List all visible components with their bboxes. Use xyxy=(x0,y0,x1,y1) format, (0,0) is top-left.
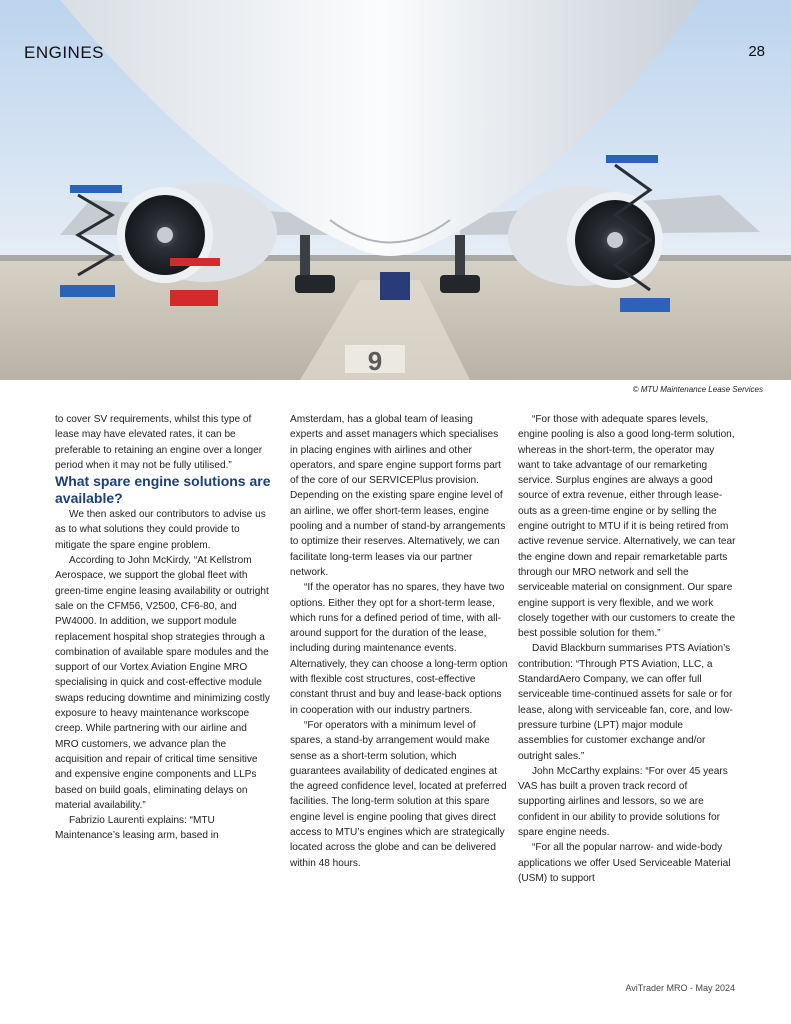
section-heading: What spare engine solutions are available? xyxy=(55,473,271,507)
body-paragraph: According to John McKirdy, “At Kellstrom Aerospace, we support the global fleet with green-time engine leasing availability or outright sale on the CFM56, V2500, CF6-80, and PW4000. In addition, we support module replacement hospital shop strategies through a combination of available spare modules and the support of our Vortex Aviation Engine MRO specialising in quick and cost-effective module swaps reducing downtime and minimizing costly exposure to heavy maintenance workscope creep. While partnering with our airline and MRO customers, we advance plan the acquisition and repair of critical time sensitive and expensive engine components and LLPs based on build goals, eliminating delays on material availability.” xyxy=(55,555,270,811)
body-paragraph: Amsterdam, has a global team of leasing experts and asset managers which specialises in placing engines with airlines and other operators, and spare engine support forms part of the core of our SERVICEPlus provision. Depending on the existing spare engine level of an airline, we offer short-term leases, engine pooling and a number of stand-by arrangements to optimize their reserves. Alternatively, we can facilitate long-term leases via our partner network. xyxy=(290,414,506,578)
text-column-2 xyxy=(290,412,508,871)
text-column-3 xyxy=(518,412,736,886)
hero-photo xyxy=(0,0,791,380)
text-column-1 xyxy=(55,412,273,844)
body-paragraph: David Blackburn summarises PTS Aviation’s contribution: “Through PTS Aviation, LLC, a StandardAero Company, we can offer full serviceable time-continued assets for sale or for lease, along with serviceable fan, core, and low-pressure turbine (LPT) major module assemblies for customer exchange and/or outright sales.” xyxy=(518,643,733,762)
body-paragraph: “For those with adequate spares levels, engine pooling is also a good long-term solution, whereas in the short-term, the operator may want to take advantage of our remarketing service. Surplus engines are always a good source of extra revenue, either through lease-outs as a green-time engine or by selling the engine outright to MTU if it is being retired from active revenue service. Alternatively, we can tear the engine down and repair remarketable parts through our MRO network and sell the serviceable material on consignment. Our spare engine support is very flexible, and we work closely together with our customers to create the best possible solution for them.” xyxy=(518,414,736,640)
footer-text: AviTrader MRO - May 2024 xyxy=(625,983,735,993)
body-paragraph: We then asked our contributors to advise us as to what solutions they could provide to mitigate the spare engine problem. xyxy=(55,509,266,551)
body-paragraph: “For operators with a minimum level of spares, a stand-by arrangement would make sense as a short-term solution, which guarantees availability of dedicated engines at the agreed confidence level, located at preferred facilities. The long-term solution at this spare engine level is engine pooling that gives direct access to MTU’s engines which are strategically located across the globe and can be delivered within 48 hours. xyxy=(290,719,507,869)
aircraft-engines-photo xyxy=(0,0,791,380)
body-paragraph: to cover SV requirements, whilst this type of lease may have elevated rates, it can be preferable to retaining an engine over a longer period when it may not be fully utilised.” xyxy=(55,414,263,471)
svg-text:9: 9 xyxy=(367,346,383,376)
body-paragraph: John McCarthy explains: “For over 45 years VAS has built a proven track record of supporting airlines and lessors, so we are confident in our ability to provide solutions for spare engine needs. xyxy=(518,765,728,839)
section-label: ENGINES xyxy=(24,43,105,62)
body-paragraph: “If the operator has no spares, they have two options. Either they opt for a short-term lease, which runs for a defined period of time, with all-around support for the duration of the lease, including during maintenance events. Alternatively, they can choose a long-term option with flexible cost structures, cost-effective constant thrust and buy and lease-back options in cooperation with our industry partners. xyxy=(290,582,508,716)
photo-credit: © MTU Maintenance Lease Services xyxy=(632,385,763,394)
body-paragraph: “For all the popular narrow- and wide-body applications we offer Used Serviceable Material (USM) to support xyxy=(518,842,731,884)
body-paragraph: Fabrizio Laurenti explains: “MTU Maintenance’s leasing arm, based in xyxy=(55,815,219,842)
page-number: 28 xyxy=(748,43,765,60)
